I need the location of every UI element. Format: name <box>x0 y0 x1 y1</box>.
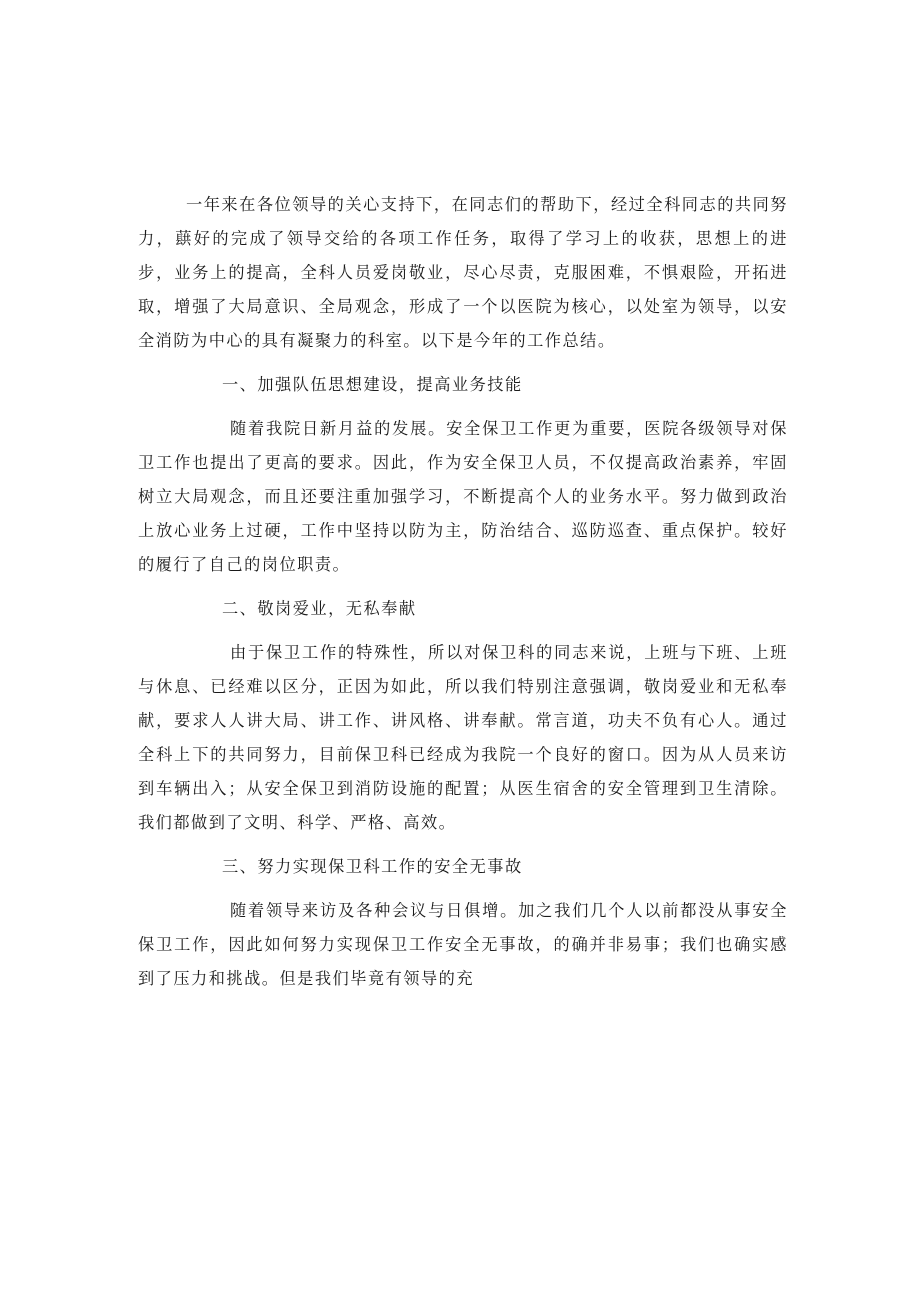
section-3-paragraph: 随着领导来访及各种会议与日俱增。加之我们几个人以前都没从事安全保卫工作，因此如何努力实现保卫工作安全无事故，的确并非易事；我们也确实感到了压力和挑战。但是我们毕竟有领导的充 <box>138 901 788 988</box>
section-heading-3: 三、努力实现保卫科工作的安全无事故 <box>222 857 523 876</box>
section-heading-1: 一、加强队伍思想建设，提高业务技能 <box>222 375 523 394</box>
intro-paragraph: 一年来在各位领导的关心支持下，在同志们的帮助下，经过全科同志的共同努力，蕻好的完成了领导交给的各项工作任务，取得了学习上的收获，思想上的进步，业务上的提高，全科人员爱岗敬业，尽心尽责，克服困难，不惧艰险，开拓进取，增强了大局意识、全局观念，形成了一个以医院为核心，以处室为领导，以安全消防为中心的具有凝聚力的科室。以下是今年的工作总结。 <box>138 195 788 350</box>
section-2-paragraph: 由于保卫工作的特殊性，所以对保卫科的同志来说，上班与下班、上班与休息、已经难以区分，正因为如此，所以我们特别注意强调，敬岗爱业和无私奉献，要求人人讲大局、讲工作、讲风格、讲奉献。常言道，功夫不负有心人。通过全科上下的共同努力，目前保卫科已经成为我院一个良好的窗口。因为从人员来访到车辆出入；从安全保卫到消防设施的配置；从医生宿舍的安全管理到卫生清除。我们都做到了文明、科学、严格、高效。 <box>138 643 788 832</box>
document-body <box>138 188 788 996</box>
section-1-paragraph: 随着我院日新月益的发展。安全保卫工作更为重要，医院各级领导对保卫工作也提出了更高的要求。因此，作为安全保卫人员，不仅提高政治素养，牢固树立大局观念，而且还要注重加强学习，不断提高个人的业务水平。努力做到政治上放心业务上过硬，工作中坚持以防为主，防治结合、巡防巡查、重点保护。较好的履行了自己的岗位职责。 <box>138 419 788 574</box>
section-heading-2: 二、敬岗爱业，无私奉献 <box>222 599 417 618</box>
